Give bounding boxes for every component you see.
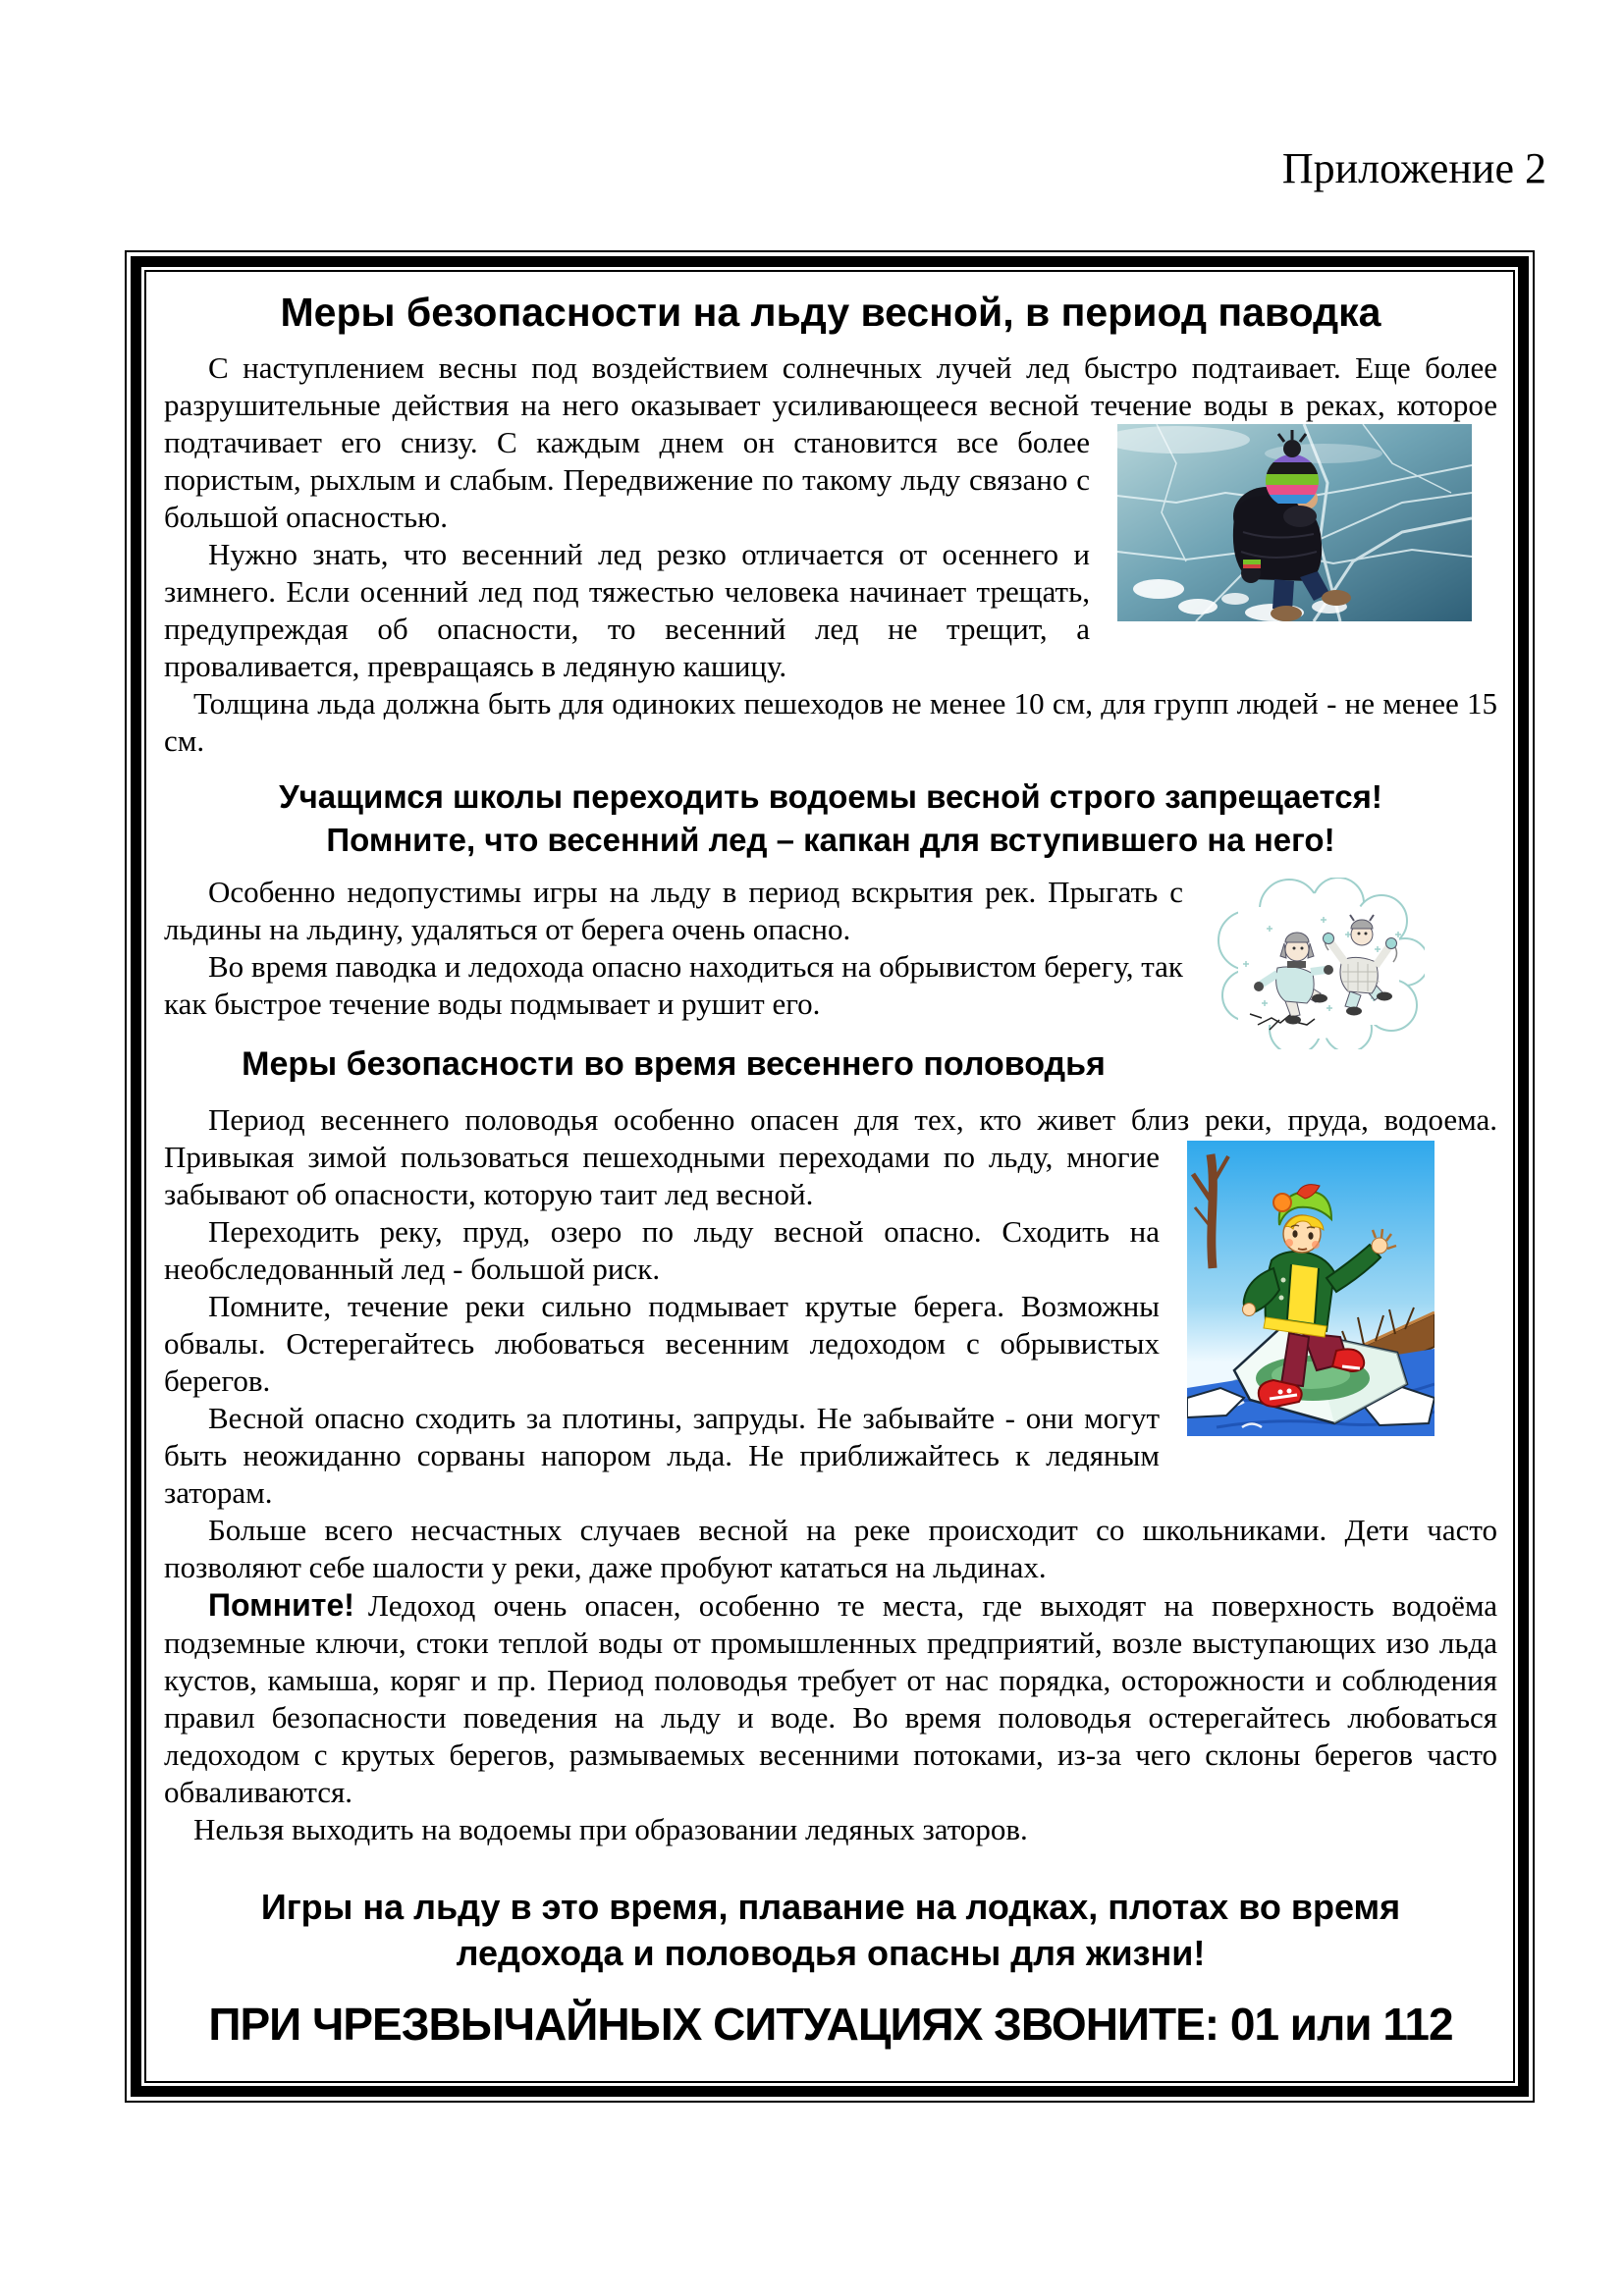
remember-label: Помните! [208, 1587, 354, 1624]
paragraph-flood-period: Период весеннего половодья особенно опасен для тех, кто живет близ реки, пруда, водоема. Привыкая зимой пользоваться пешеходными переходами по льду, многие забывают об опасности, которую таит лед весной. [164, 1102, 1497, 1212]
children-playing-on-ice-cartoon-icon [1211, 878, 1425, 1049]
warning-heading-1: Учащимся школы переходить водоемы весной строго запрещается! [279, 778, 1382, 816]
paragraph-dams: Весной опасно сходить за плотины, запруды. Не забывайте - они могут быть неожиданно сорваны напором льда. Не приближайтесь к ледяным заторам. [164, 1401, 1160, 1511]
paragraph-ice-jams: Нельзя выходить на водоемы при образовании ледяных заторов. [193, 1812, 1028, 1847]
document-frame [125, 250, 1535, 2103]
paragraph-intro-1: С наступлением весны под воздействием солнечных лучей лед быстро подтаивает. Еще более разрушительные действия на него оказывает усиливающееся весной течение воды в реках, которое подтачивает его снизу. С каждым днем он становится все более пористым, рыхлым и слабым. Передвижение по такому льду связано с большой опасностью. [164, 350, 1497, 535]
danger-heading: Игры на льду в это время, плавание на лодках, плотах во время ледохода и половодья опасны для жизни! [260, 1887, 1401, 1974]
paragraph-flood-bank: Во время паводка и ледохода опасно находиться на обрывистом берегу, так как быстрое течение воды подмывает и рушит его. [164, 949, 1183, 1022]
paragraph-steep-banks: Помните, течение реки сильно подмывает крутые берега. Возможны обвалы. Остерегайтесь любоваться весенним ледоходом с обрывистых берегов. [164, 1289, 1160, 1399]
paragraph-ice-games: Особенно недопустимы игры на льду в период вскрытия рек. Прыгать с льдины на льдину, удаляться от берега очень опасно. [164, 875, 1183, 947]
children-on-thin-ice-cartoon [1211, 878, 1425, 1049]
warning-heading-2: Помните, что весенний лед – капкан для вступившего на него! [326, 822, 1335, 859]
paragraph-remember [164, 1586, 1497, 1811]
paragraph-schoolchildren: Больше всего несчастных случаев весной на реке происходит со школьниками. Дети часто позволяют себе шалости у реки, даже пробуют кататься на льдинах. [164, 1513, 1497, 1585]
appendix-label: Приложение 2 [1281, 144, 1546, 192]
child-on-ice-photo [1117, 424, 1472, 621]
page-title: Меры безопасности на льду весной, в период паводка [280, 290, 1381, 335]
paragraph-crossing-risk: Переходить реку, пруд, озеро по льду весной опасно. Сходить на необследованный лед - большой риск. [164, 1214, 1160, 1287]
emergency-call-line: ПРИ ЧРЕЗВЫЧАЙНЫХ СИТУАЦИЯХ ЗВОНИТЕ: 01 или 112 [208, 1999, 1453, 2051]
remember-text: Ледоход очень опасен, особенно те места, где выходят на поверхность водоёма подземные ключи, стоки теплой воды от промышленных предприятий, возле выступающих изо льда кустов, камыша, коряг и пр. Период половодья требует от нас порядка, осторожности и соблюдения правил безопасности поведения на льду и воде. Во время половодья остерегайтесь любоваться ледоходом с крутых берегов, размываемых весенними потоками, из-за чего склоны берегов часто обваливаются. [164, 1588, 1497, 1810]
frame-band [131, 256, 1529, 2097]
boy-on-ice-floe-cartoon-icon [1187, 1141, 1435, 1436]
section-heading-flood: Меры безопасности во время весеннего половодья [242, 1045, 1106, 1084]
paragraph-intro-2: Нужно знать, что весенний лед резко отличается от осеннего и зимнего. Если осенний лед под тяжестью человека начинает трещать, предупреждая об опасности, то весенний лед не трещит, а проваливается, превращаясь в ледяную кашицу. [164, 537, 1090, 684]
child-on-cracked-ice-photo-icon [1117, 424, 1472, 621]
frame-content [144, 270, 1515, 2083]
spacer [164, 862, 1497, 874]
paragraph-ice-thickness: Толщина льда должна быть для одиноких пешеходов не менее 10 см, для групп людей - не менее 15 см. [164, 686, 1497, 759]
boy-on-ice-floe-cartoon [1187, 1141, 1435, 1436]
